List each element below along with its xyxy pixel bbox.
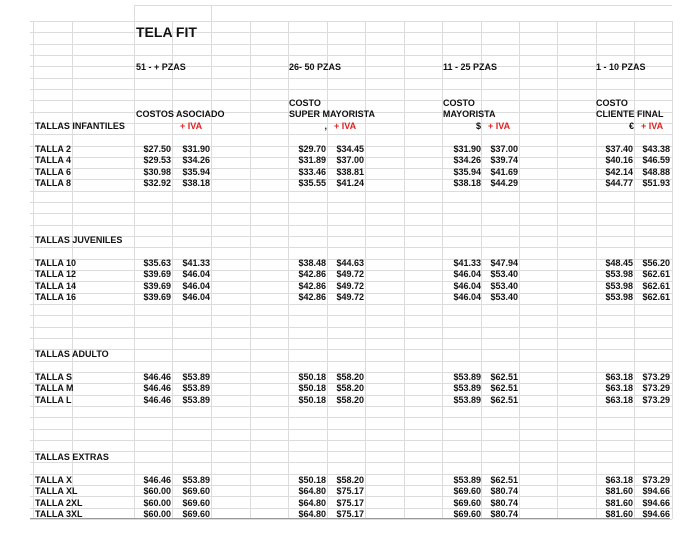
tier-range: 51 - + PZAS xyxy=(136,62,186,72)
tier-label: COSTO xyxy=(596,98,628,108)
price-cell: $73.29 xyxy=(642,475,670,485)
price-cell: $46.46 xyxy=(143,395,171,405)
price-cell: $42.14 xyxy=(605,167,633,177)
price-cell: $60.00 xyxy=(143,498,171,508)
price-cell: $50.18 xyxy=(298,395,326,405)
price-cell: $69.60 xyxy=(453,509,481,519)
grid-line xyxy=(30,338,672,339)
grid-line xyxy=(30,406,672,407)
tier-label: MAYORISTA xyxy=(443,109,496,119)
size-label: TALLA S xyxy=(35,372,72,382)
grid-line xyxy=(134,5,672,6)
size-label: TALLA 2XL xyxy=(35,498,83,508)
price-cell: $62.61 xyxy=(642,281,670,291)
price-cell: $39.69 xyxy=(143,292,171,302)
grid-line xyxy=(30,213,672,214)
price-cell: $80.74 xyxy=(490,486,518,496)
section-title: TALLAS JUVENILES xyxy=(35,235,123,245)
size-label: TALLA L xyxy=(35,395,72,405)
grid-line xyxy=(30,462,672,463)
price-cell: $48.88 xyxy=(642,167,670,177)
iva-label: + IVA xyxy=(180,121,203,131)
price-cell: $81.60 xyxy=(605,486,633,496)
grid-line xyxy=(30,349,672,350)
grid-line xyxy=(30,247,672,248)
price-cell: $46.04 xyxy=(182,292,210,302)
tier-mark: , xyxy=(324,121,327,131)
price-cell: $53.89 xyxy=(453,395,481,405)
price-cell: $62.61 xyxy=(642,269,670,279)
price-cell: $64.80 xyxy=(298,509,326,519)
price-cell: $53.40 xyxy=(490,269,518,279)
grid-line xyxy=(30,191,672,192)
grid-line xyxy=(211,5,212,21)
price-cell: $35.55 xyxy=(298,178,326,188)
price-cell: $39.74 xyxy=(490,155,518,165)
size-label: TALLA 8 xyxy=(35,178,71,188)
price-cell: $31.89 xyxy=(298,155,326,165)
price-cell: $35.94 xyxy=(182,167,210,177)
grid-line xyxy=(30,100,672,101)
price-cell: $64.80 xyxy=(298,486,326,496)
price-cell: $53.89 xyxy=(453,475,481,485)
price-cell: $53.98 xyxy=(605,281,633,291)
price-cell: $63.18 xyxy=(605,395,633,405)
price-cell: $53.89 xyxy=(182,395,210,405)
tier-range: 26- 50 PZAS xyxy=(289,62,342,72)
grid-line xyxy=(134,5,135,21)
price-cell: $46.04 xyxy=(453,281,481,291)
price-cell: $53.98 xyxy=(605,292,633,302)
price-cell: $62.51 xyxy=(490,395,518,405)
price-cell: $50.18 xyxy=(298,475,326,485)
price-cell: $63.18 xyxy=(605,475,633,485)
price-cell: $30.98 xyxy=(143,167,171,177)
grid-line xyxy=(30,417,672,418)
tier-range: 11 - 25 PZAS xyxy=(443,62,498,72)
grid-line xyxy=(30,78,672,79)
price-cell: $73.29 xyxy=(642,372,670,382)
price-cell: $80.74 xyxy=(490,509,518,519)
price-cell: $42.86 xyxy=(298,292,326,302)
price-cell: $35.63 xyxy=(143,258,171,268)
price-cell: $60.00 xyxy=(143,509,171,519)
price-cell: $51.93 xyxy=(642,178,670,188)
price-cell: $81.60 xyxy=(605,498,633,508)
price-cell: $38.18 xyxy=(182,178,210,188)
price-cell: $46.04 xyxy=(182,269,210,279)
price-cell: $58.20 xyxy=(336,395,364,405)
section-title: TALLAS INFANTILES xyxy=(35,121,125,131)
grid-line xyxy=(672,21,673,519)
price-cell: $58.20 xyxy=(336,372,364,382)
grid-line xyxy=(30,429,672,430)
size-label: TALLA 2 xyxy=(35,144,71,154)
price-cell: $46.46 xyxy=(143,372,171,382)
grid-line xyxy=(30,44,672,45)
price-cell: $73.29 xyxy=(642,383,670,393)
price-cell: $69.60 xyxy=(182,498,210,508)
price-cell: $75.17 xyxy=(336,498,364,508)
price-cell: $35.94 xyxy=(453,167,481,177)
price-cell: $53.89 xyxy=(182,372,210,382)
price-cell: $44.29 xyxy=(490,178,518,188)
grid-line xyxy=(30,32,672,33)
price-cell: $94.66 xyxy=(642,509,670,519)
price-cell: $43.38 xyxy=(642,144,670,154)
price-cell: $53.89 xyxy=(453,372,481,382)
price-cell: $31.90 xyxy=(453,144,481,154)
price-cell: $58.20 xyxy=(336,383,364,393)
grid-line xyxy=(30,361,672,362)
price-cell: $34.26 xyxy=(453,155,481,165)
iva-label: + IVA xyxy=(488,121,511,131)
price-cell: $63.18 xyxy=(605,372,633,382)
price-cell: $69.60 xyxy=(182,486,210,496)
price-cell: $29.53 xyxy=(143,155,171,165)
price-cell: $48.45 xyxy=(605,258,633,268)
price-cell: $34.26 xyxy=(182,155,210,165)
size-label: TALLA 6 xyxy=(35,167,71,177)
size-label: TALLA 3XL xyxy=(35,509,83,519)
size-label: TALLA 10 xyxy=(35,258,77,268)
price-cell: $32.92 xyxy=(143,178,171,188)
price-cell: $41.24 xyxy=(336,178,364,188)
tier-label: CLIENTE FINAL xyxy=(596,109,664,119)
tier-label: COSTOS ASOCIADO xyxy=(136,109,225,119)
size-label: TALLA 16 xyxy=(35,292,77,302)
page-title: TELA FIT xyxy=(136,24,197,40)
price-cell: $60.00 xyxy=(143,486,171,496)
price-cell: $53.89 xyxy=(182,383,210,393)
grid-line xyxy=(30,304,672,305)
grid-line xyxy=(30,89,672,90)
price-cell: $41.33 xyxy=(453,258,481,268)
grid-line xyxy=(30,236,672,237)
price-cell: $64.80 xyxy=(298,498,326,508)
price-cell: $29.70 xyxy=(298,144,326,154)
price-cell: $38.48 xyxy=(298,258,326,268)
price-cell: $38.18 xyxy=(453,178,481,188)
section-title: TALLAS ADULTO xyxy=(35,349,109,359)
price-cell: $46.46 xyxy=(143,383,171,393)
tier-label: COSTO xyxy=(289,98,321,108)
price-cell: $62.51 xyxy=(490,383,518,393)
price-cell: $80.74 xyxy=(490,498,518,508)
price-cell: $46.04 xyxy=(453,292,481,302)
price-cell: $69.60 xyxy=(182,509,210,519)
size-label: TALLA M xyxy=(35,383,74,393)
price-cell: $46.04 xyxy=(182,281,210,291)
price-cell: $34.45 xyxy=(336,144,364,154)
price-cell: $37.40 xyxy=(605,144,633,154)
price-cell: $94.66 xyxy=(642,486,670,496)
price-cell: $46.46 xyxy=(143,475,171,485)
price-cell: $63.18 xyxy=(605,383,633,393)
price-cell: $39.69 xyxy=(143,281,171,291)
price-cell: $69.60 xyxy=(453,486,481,496)
price-cell: $39.69 xyxy=(143,269,171,279)
grid-line xyxy=(30,315,672,316)
size-label: TALLA 14 xyxy=(35,281,77,291)
price-cell: $62.51 xyxy=(490,475,518,485)
price-cell: $49.72 xyxy=(336,292,364,302)
price-cell: $49.72 xyxy=(336,269,364,279)
section-title: TALLAS EXTRAS xyxy=(35,452,109,462)
tier-label: COSTO xyxy=(443,98,475,108)
price-cell: $75.17 xyxy=(336,486,364,496)
price-cell: $49.72 xyxy=(336,281,364,291)
price-cell: $53.40 xyxy=(490,281,518,291)
tier-range: 1 - 10 PZAS xyxy=(596,62,646,72)
price-cell: $42.86 xyxy=(298,269,326,279)
size-label: TALLA X xyxy=(35,475,72,485)
grid-line xyxy=(30,440,672,441)
price-cell: $46.59 xyxy=(642,155,670,165)
price-cell: $38.81 xyxy=(336,167,364,177)
price-cell: $73.29 xyxy=(642,395,670,405)
price-cell: $44.63 xyxy=(336,258,364,268)
price-cell: $94.66 xyxy=(642,498,670,508)
price-cell: $58.20 xyxy=(336,475,364,485)
price-cell: $41.69 xyxy=(490,167,518,177)
price-cell: $44.77 xyxy=(605,178,633,188)
size-label: TALLA XL xyxy=(35,486,78,496)
price-cell: $47.94 xyxy=(490,258,518,268)
size-label: TALLA 12 xyxy=(35,269,77,279)
table-bottom-border xyxy=(30,518,670,519)
price-cell: $53.89 xyxy=(182,475,210,485)
price-cell: $50.18 xyxy=(298,383,326,393)
tier-label: SUPER MAYORISTA xyxy=(289,109,376,119)
grid-line xyxy=(30,225,672,226)
price-cell: $33.46 xyxy=(298,167,326,177)
tier-mark: $ xyxy=(475,121,481,131)
price-cell: $42.86 xyxy=(298,281,326,291)
price-cell: $53.98 xyxy=(605,269,633,279)
price-cell: $37.00 xyxy=(336,155,364,165)
tier-mark: € xyxy=(628,121,634,131)
grid-line xyxy=(30,134,672,135)
grid-line xyxy=(30,451,672,452)
price-cell: $53.89 xyxy=(453,383,481,393)
price-cell: $41.33 xyxy=(182,258,210,268)
price-cell: $27.50 xyxy=(143,144,171,154)
grid-line xyxy=(30,66,672,67)
price-cell: $62.51 xyxy=(490,372,518,382)
price-cell: $50.18 xyxy=(298,372,326,382)
grid-line xyxy=(30,55,672,56)
size-label: TALLA 4 xyxy=(35,155,71,165)
price-cell: $31.90 xyxy=(182,144,210,154)
price-cell: $40.16 xyxy=(605,155,633,165)
price-cell: $62.61 xyxy=(642,292,670,302)
price-cell: $69.60 xyxy=(453,498,481,508)
grid-line xyxy=(30,21,672,22)
iva-label: + IVA xyxy=(641,121,664,131)
price-cell: $37.00 xyxy=(490,144,518,154)
grid-line xyxy=(30,202,672,203)
iva-label: + IVA xyxy=(334,121,357,131)
price-cell: $53.40 xyxy=(490,292,518,302)
price-cell: $56.20 xyxy=(642,258,670,268)
price-cell: $81.60 xyxy=(605,509,633,519)
price-cell: $46.04 xyxy=(453,269,481,279)
grid-line xyxy=(30,327,672,328)
price-cell: $75.17 xyxy=(336,509,364,519)
